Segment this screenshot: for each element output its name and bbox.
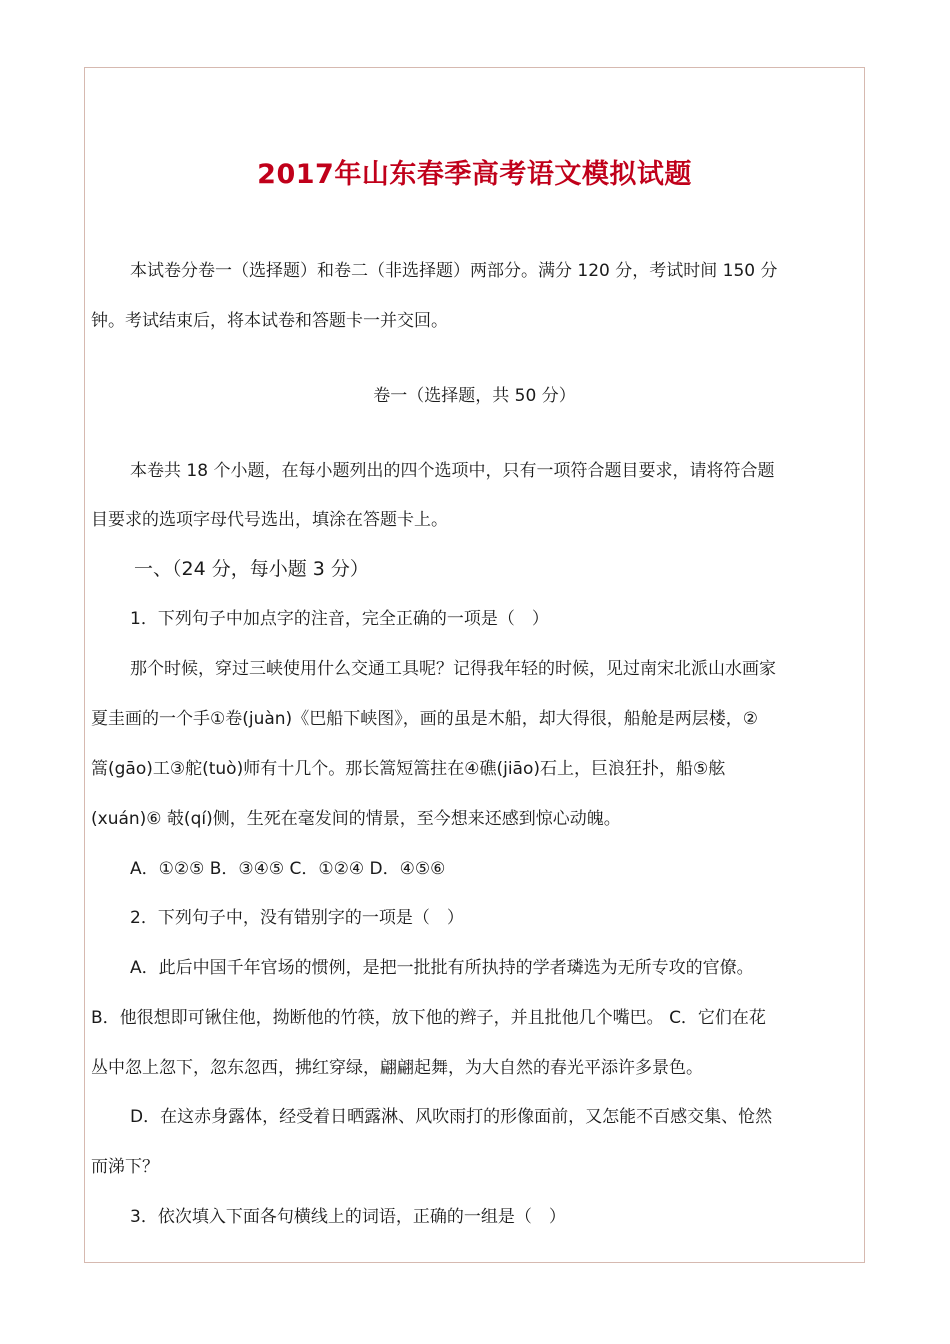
q1-text-line-1: 那个时候，穿过三峡使用什么交通工具呢？记得我年轻的时候，见过南宋北派山水画家 [130,659,776,679]
q1-text-line-4: (xuán)⑥ 攲(qí)侧，生死在毫发间的情景，至今想来还感到惊心动魄。 [91,809,621,829]
section-heading: 一、（24 分，每小题 3 分） [134,558,369,580]
q1-text-line-2: 夏圭画的一个手①卷(juàn)《巴船下峡图》，画的虽是木船，却大得很，船舱是两层楼，② [91,709,758,729]
part1-instruction-line-2: 目要求的选项字母代号选出，填涂在答题卡上。 [91,510,448,530]
q2-stem: 2．下列句子中，没有错别字的一项是（ ） [130,908,464,928]
q1-stem: 1．下列句子中加点字的注音，完全正确的一项是（ ） [130,609,549,629]
q2-option-d-cont: 而涕下？ [91,1157,159,1177]
part1-instruction-line-1: 本卷共 18 个小题，在每小题列出的四个选项中，只有一项符合题目要求，请将符合题 [130,461,775,481]
part1-heading: 卷一（选择题，共 50 分） [373,386,576,406]
q3-stem: 3．依次填入下面各句横线上的词语，正确的一组是（ ） [130,1207,566,1227]
q1-text-line-3: 篙(gāo)工③舵(tuò)师有十几个。那长篙短篙拄在④礁(jiāo)石上，巨浪狂扑，船⑤舷 [91,759,726,779]
q2-option-a: A．此后中国千年官场的惯例，是把一批批有所执持的学者璘选为无所专攻的官僚。 [130,958,754,978]
q1-options: A．①②⑤ B．③④⑤ C．①②④ D．④⑤⑥ [130,859,446,879]
document-title: 2017年山东春季高考语文模拟试题 [257,159,692,190]
intro-line-2: 钟。考试结束后，将本试卷和答题卡一并交回。 [91,311,448,331]
q2-option-c-cont: 丛中忽上忽下，忽东忽西，拂红穿绿，翩翩起舞，为大自然的春光平添许多景色。 [91,1058,703,1078]
q2-option-b-c: B．他很想即可锹住他，拗断他的竹筷，放下他的辫子，并且批他几个嘴巴。 C．它们在花 [91,1008,766,1028]
intro-line-1: 本试卷分卷一（选择题）和卷二（非选择题）两部分。满分 120 分，考试时间 150 分 [130,261,778,281]
q2-option-d: D．在这赤身露体，经受着日晒露淋、风吹雨打的形像面前，又怎能不百感交集、怆然 [130,1107,773,1127]
